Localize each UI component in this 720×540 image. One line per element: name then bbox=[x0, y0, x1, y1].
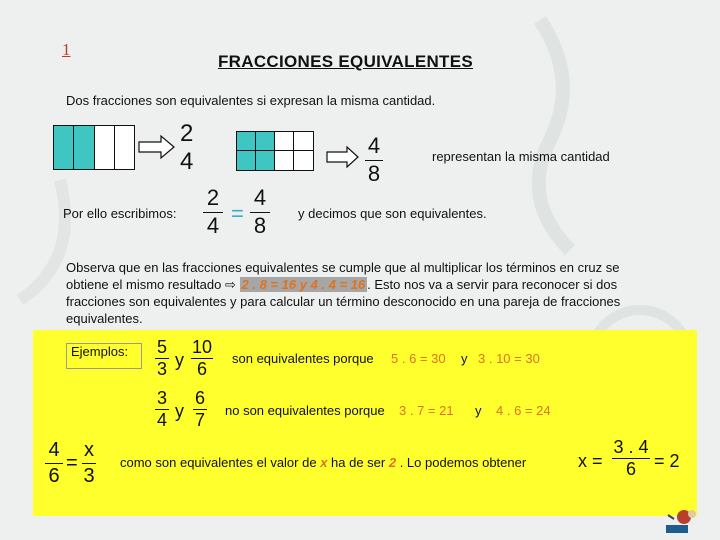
mascot-logo-icon bbox=[664, 505, 704, 535]
fraction-two-fourths bbox=[180, 122, 193, 174]
obs-text-2: . Esto nos va a servir para reconocer si dos fracciones son equivalentes y para calcular un término desconocido en una pareja de fracciones equivalentes. bbox=[66, 277, 621, 326]
fraction-left bbox=[203, 187, 223, 237]
ex1-sep: y bbox=[461, 351, 468, 366]
ex2-text: no son equivalentes porque bbox=[225, 403, 385, 418]
numerator: 10 bbox=[191, 337, 213, 357]
denominator: 4 bbox=[206, 213, 220, 238]
denominator: 3 bbox=[83, 465, 95, 487]
ex2-fraction-2 bbox=[193, 389, 207, 429]
decimos-text: y decimos que son equivalentes. bbox=[298, 206, 487, 221]
ex1-fraction-2 bbox=[191, 338, 213, 378]
denominator: 6 bbox=[196, 359, 207, 379]
equals-sign: = bbox=[231, 201, 244, 226]
denominator: 6 bbox=[48, 465, 60, 487]
numerator: 4 bbox=[367, 133, 381, 158]
fraction-four-eighths bbox=[365, 135, 383, 185]
arrow-right-icon: ⇨ bbox=[224, 277, 236, 292]
ex2-calc-1: 3 . 7 = 21 bbox=[399, 403, 454, 418]
page-title: FRACCIONES EQUIVALENTES bbox=[218, 52, 473, 71]
denominator: 4 bbox=[156, 410, 167, 430]
numerator: 6 bbox=[194, 388, 205, 408]
cross-product-2: 4 . 4 = 16 bbox=[310, 277, 366, 292]
ex1-y: y bbox=[175, 350, 184, 370]
ex3-variable: x bbox=[320, 455, 328, 470]
numerator: 4 bbox=[253, 185, 267, 210]
numerator: 3 bbox=[156, 388, 167, 408]
ex1-fraction-1 bbox=[155, 338, 169, 378]
denominator: 6 bbox=[625, 459, 636, 479]
numerator: 5 bbox=[156, 337, 167, 357]
obs-y: y bbox=[296, 277, 311, 292]
ex3-text-a: como son equivalentes el valor de bbox=[120, 455, 321, 470]
denominator: 8 bbox=[367, 161, 381, 186]
ex1-calc-1: 5 . 6 = 30 bbox=[391, 351, 446, 366]
ex3-result: = 2 bbox=[654, 451, 680, 471]
denominator: 3 bbox=[156, 359, 167, 379]
fraction-grid-four-eighths bbox=[236, 131, 314, 171]
ex2-calc-2: 4 . 6 = 24 bbox=[496, 403, 551, 418]
arrow-right-icon bbox=[137, 133, 177, 161]
ex3-equals: = bbox=[66, 452, 78, 474]
numerator: 4 bbox=[48, 439, 60, 461]
ex3-lhs: x = bbox=[578, 451, 603, 471]
ex3-value: 2 bbox=[388, 455, 397, 470]
fraction-right bbox=[250, 187, 270, 237]
represent-text: representan la misma cantidad bbox=[432, 149, 610, 164]
por-ello-text: Por ello escribimos: bbox=[63, 206, 177, 221]
ex3-fraction-2 bbox=[82, 440, 96, 486]
ex3-text-b: ha de ser bbox=[327, 455, 389, 470]
numerator: 2 bbox=[180, 120, 194, 147]
slide-number: 1 bbox=[62, 40, 71, 59]
denominator: 7 bbox=[194, 410, 205, 430]
ex1-text: son equivalentes porque bbox=[232, 351, 374, 366]
numerator: x bbox=[84, 439, 94, 461]
ex3-result-fraction bbox=[612, 438, 650, 478]
denominator: 4 bbox=[180, 148, 194, 175]
ex3-text-c: . Lo podemos obtener bbox=[396, 455, 527, 470]
ex2-fraction-1 bbox=[155, 389, 169, 429]
examples-label: Ejemplos: bbox=[66, 343, 142, 369]
fraction-bar-two-quarters bbox=[53, 125, 135, 170]
ex3-fraction-1 bbox=[45, 440, 63, 486]
arrow-right-icon bbox=[325, 144, 361, 170]
observation-paragraph bbox=[66, 259, 656, 327]
ex2-sep: y bbox=[475, 403, 482, 418]
intro-text: Dos fracciones son equivalentes si expresan la misma cantidad. bbox=[66, 93, 436, 108]
ex2-y: y bbox=[175, 401, 184, 421]
ex3-text bbox=[120, 455, 526, 470]
obs-text-1: Observa que en las fracciones equivalentes se cumple que al multiplicar los términos en cruz se obtiene el mismo resultado bbox=[66, 260, 620, 292]
numerator: 3 . 4 bbox=[613, 437, 649, 457]
numerator: 2 bbox=[206, 185, 220, 210]
denominator: 8 bbox=[253, 213, 267, 238]
ex1-calc-2: 3 . 10 = 30 bbox=[478, 351, 540, 366]
cross-product-1: 2 . 8 = 16 bbox=[241, 277, 297, 292]
